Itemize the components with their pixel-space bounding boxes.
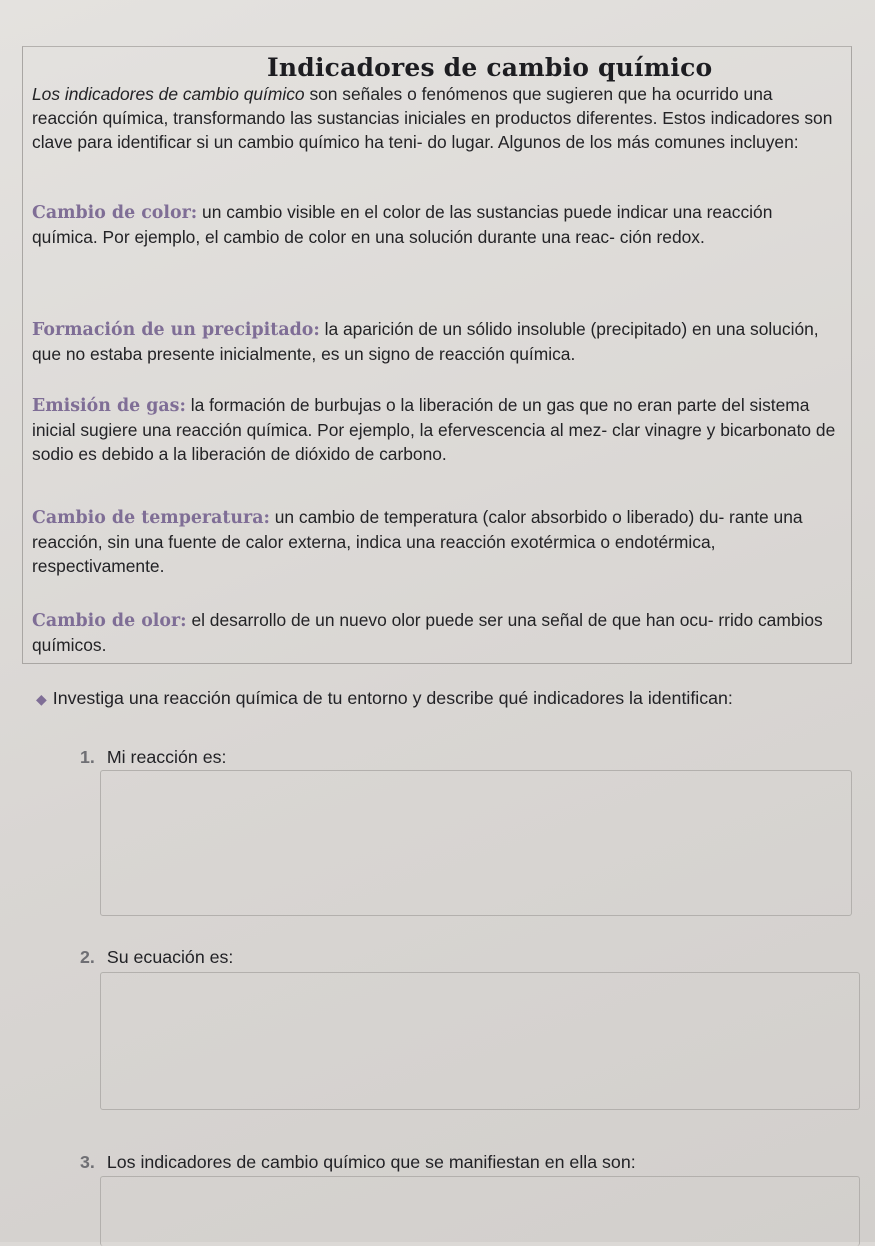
indicator-term: Formación de un precipitado: [32,320,320,340]
question-1 [80,745,226,769]
intro-paragraph [32,82,840,154]
indicator-description: un cambio visible en el color de las sustancias puede indicar una reacción química. Por ejemplo, el cambio de color en una solución durante una reac- ción redox. [32,202,773,247]
indicator-term: Cambio de olor: [32,611,187,631]
question-2 [80,945,233,969]
question-number: 2. [80,947,95,967]
question-3 [80,1150,636,1174]
question-label: Su ecuación es: [106,947,234,967]
question-number: 1. [80,747,95,767]
activity-text: Investiga una reacción química de tu entorno y describe qué indicadores la identifican: [52,688,733,708]
indicator-precipitate [32,317,840,366]
diamond-bullet-icon: ◆ [36,691,47,707]
indicator-term: Emisión de gas: [32,396,186,416]
answer-box-1[interactable] [100,770,852,916]
indicator-gas-emission [32,393,840,466]
indicator-term: Cambio de temperatura: [32,508,270,528]
answer-box-2[interactable] [100,972,860,1110]
indicator-color-change [32,200,840,249]
intro-text: son señales o fenómenos que sugieren que ha ocurrido una reacción química, transformando las sustancias iniciales en productos diferentes. Estos indicadores son clave para identificar si un cambio químico ha teni- do lugar. Algunos de los más comunes incluyen: [32,84,833,152]
indicator-temperature-change [32,505,840,578]
indicator-description: un cambio de temperatura (calor absorbido o liberado) du- rante una reacción, sin una fuente de calor externa, indica una reacción exotérmica o endotérmica, respectivamente. [32,507,803,576]
indicator-odor-change [32,608,840,657]
page-title: Indicadores de cambio químico [267,53,713,82]
question-label: Mi reacción es: [106,747,227,767]
activity-prompt [36,686,856,711]
indicator-term: Cambio de color: [32,203,198,223]
answer-box-3[interactable] [100,1176,860,1246]
indicator-description: la formación de burbujas o la liberación de un gas que no eran parte del sistema inicial sugiere una reacción química. Por ejemplo, la efervescencia al mez- clar vinagre y bicarbonato de sodio es debido a la liberación de dióxido de carbono. [32,395,836,464]
question-label: Los indicadores de cambio químico que se manifiestan en ella son: [106,1152,636,1172]
indicator-description: la aparición de un sólido insoluble (precipitado) en una solución, que no estaba presente inicialmente, es un signo de reacción química. [32,319,819,364]
question-number: 3. [80,1152,95,1172]
intro-lead: Los indicadores de cambio químico [32,84,305,104]
indicator-description: el desarrollo de un nuevo olor puede ser una señal de que han ocu- rrido cambios químicos. [32,610,823,655]
